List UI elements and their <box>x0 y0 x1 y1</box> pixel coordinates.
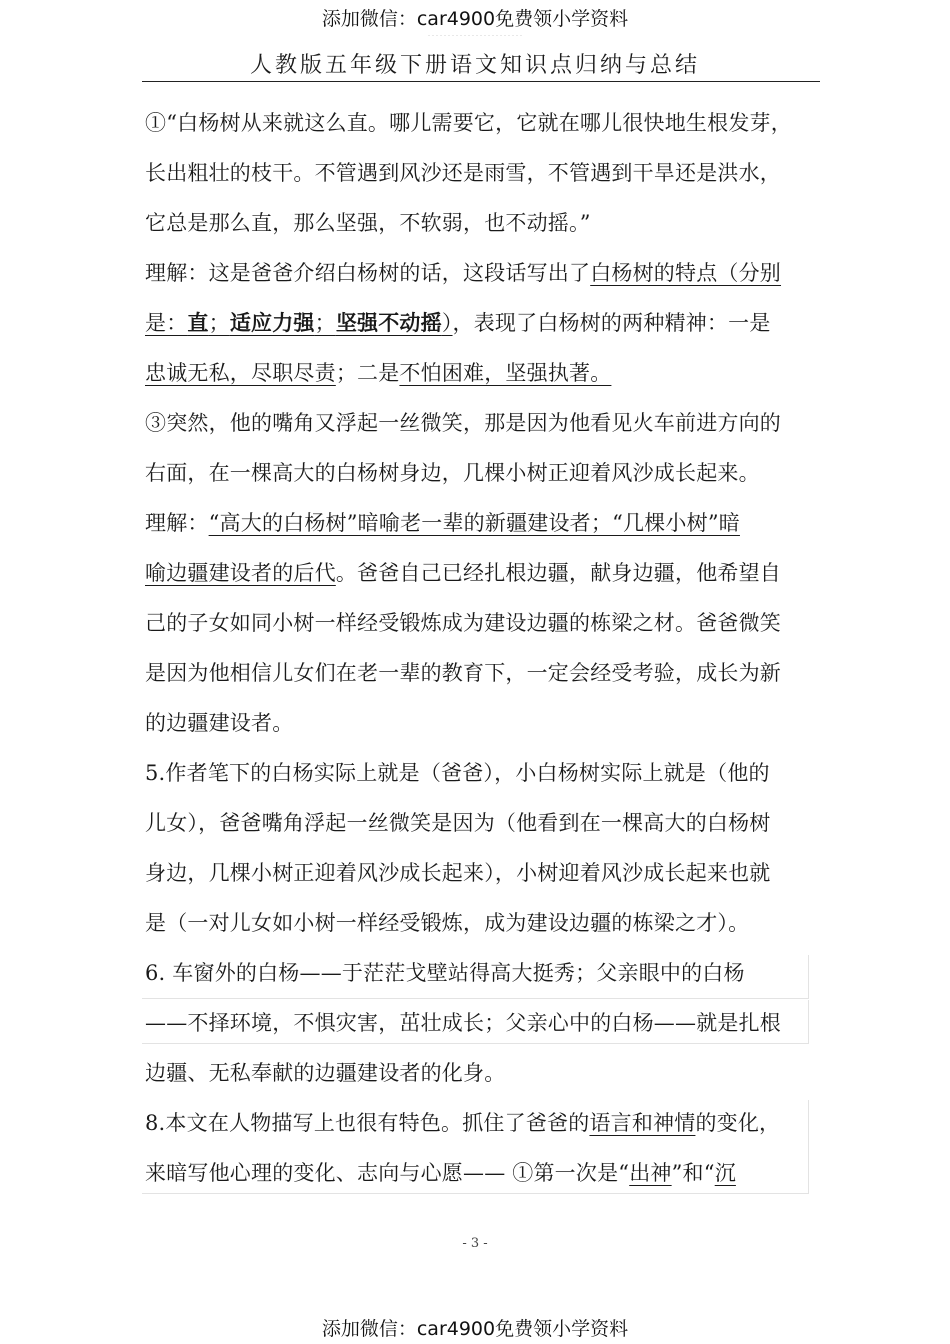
bold-answer: 适应力强 <box>229 310 315 335</box>
text-line: 身边，几棵小树正迎着风沙成长起来），小树迎着风沙成长起来也就 <box>145 861 771 885</box>
underlined-answer: 出神 <box>629 1161 672 1185</box>
underlined-answer: 沉 <box>714 1161 736 1185</box>
text-line: ①“白杨树从来就这么直。哪儿需要它，它就在哪儿很快地生根发芽， <box>145 111 792 135</box>
watermark-bottom: 添加微信：car4900免费领小学资料 <box>321 1318 629 1340</box>
text-line: 是因为他相信儿女们在老一辈的教育下，一定会经受考验，成长为新 <box>145 661 781 685</box>
text-line: 来暗写他心理的变化、志向与心愿—— ①第一次是“出神”和“沉 <box>145 1161 736 1185</box>
text-line: 是（一对儿女如小树一样经受锻炼，成为建设边疆的栋梁之才）。 <box>145 911 750 935</box>
text-line: ——不择环境，不惧灾害，茁壮成长；父亲心中的白杨——就是扎根 <box>145 1011 781 1035</box>
faded-header-text: …………………… <box>427 28 523 36</box>
text-line: ③突然，他的嘴角又浮起一丝微笑，那是因为他看见火车前进方向的 <box>145 411 781 435</box>
bold-answer: 直 <box>187 310 209 335</box>
underlined-answer: 喻边疆建设者的后代 <box>145 561 336 585</box>
underlined-answer: 不怕困难，坚强执著。 <box>399 361 612 385</box>
text-line: 儿女），爸爸嘴角浮起一丝微笑是因为（他看到在一棵高大的白杨树 <box>145 811 771 835</box>
text-line: 它总是那么直，那么坚强，不软弱，也不动摇。” <box>145 211 591 235</box>
bold-answer: 坚强不动摇 <box>335 310 442 335</box>
text-line: 8.本文在人物描写上也很有特色。抓住了爸爸的语言和神情的变化， <box>145 1111 781 1135</box>
text-line: 长出粗壮的枝干。不管遇到风沙还是雨雪，不管遇到干旱还是洪水， <box>145 161 781 185</box>
text-line: 5.作者笔下的白杨实际上就是（爸爸），小白杨树实际上就是（他的 <box>145 761 770 785</box>
underlined-answer: 忠诚无私，尽职尽责 <box>145 361 336 385</box>
header-rule <box>142 81 820 82</box>
text-line: 忠诚无私，尽职尽责；二是不怕困难，坚强执著。 <box>145 361 612 385</box>
underlined-answer: 白杨树的特点（分别 <box>590 261 782 285</box>
text-line: 理解：“高大的白杨树”暗喻老一辈的新疆建设者；“几棵小树”暗 <box>145 511 740 535</box>
page-number: - 3 - <box>462 1236 488 1251</box>
text-line: 6. 车窗外的白杨——于茫茫戈壁站得高大挺秀；父亲眼中的白杨 <box>145 961 745 985</box>
underlined-answer: “高大的白杨树”暗喻老一辈的新疆建设者；“几棵小树”暗 <box>208 511 740 535</box>
text-line: 己的子女如同小树一样经受锻炼成为建设边疆的栋梁之材。爸爸微笑 <box>145 611 781 635</box>
text-line: 的边疆建设者。 <box>145 711 294 735</box>
text-line: 右面，在一棵高大的白杨树身边，几棵小树正迎着风沙成长起来。 <box>145 461 760 485</box>
underlined-answer: 语言和神情 <box>589 1111 696 1135</box>
watermark-top: 添加微信：car4900免费领小学资料 <box>321 8 629 30</box>
text-line: 边疆、无私奉献的边疆建设者的化身。 <box>145 1061 506 1085</box>
text-line: 喻边疆建设者的后代。爸爸自己已经扎根边疆，献身边疆，他希望自 <box>145 561 782 585</box>
page-title: 人教版五年级下册语文知识点归纳与总结 <box>249 53 700 78</box>
text-line: 理解：这是爸爸介绍白杨树的话，这段话写出了白杨树的特点（分别 <box>145 261 782 285</box>
text-line: 是：直；适应力强；坚强不动摇），表现了白杨树的两种精神：一是 <box>145 310 771 335</box>
